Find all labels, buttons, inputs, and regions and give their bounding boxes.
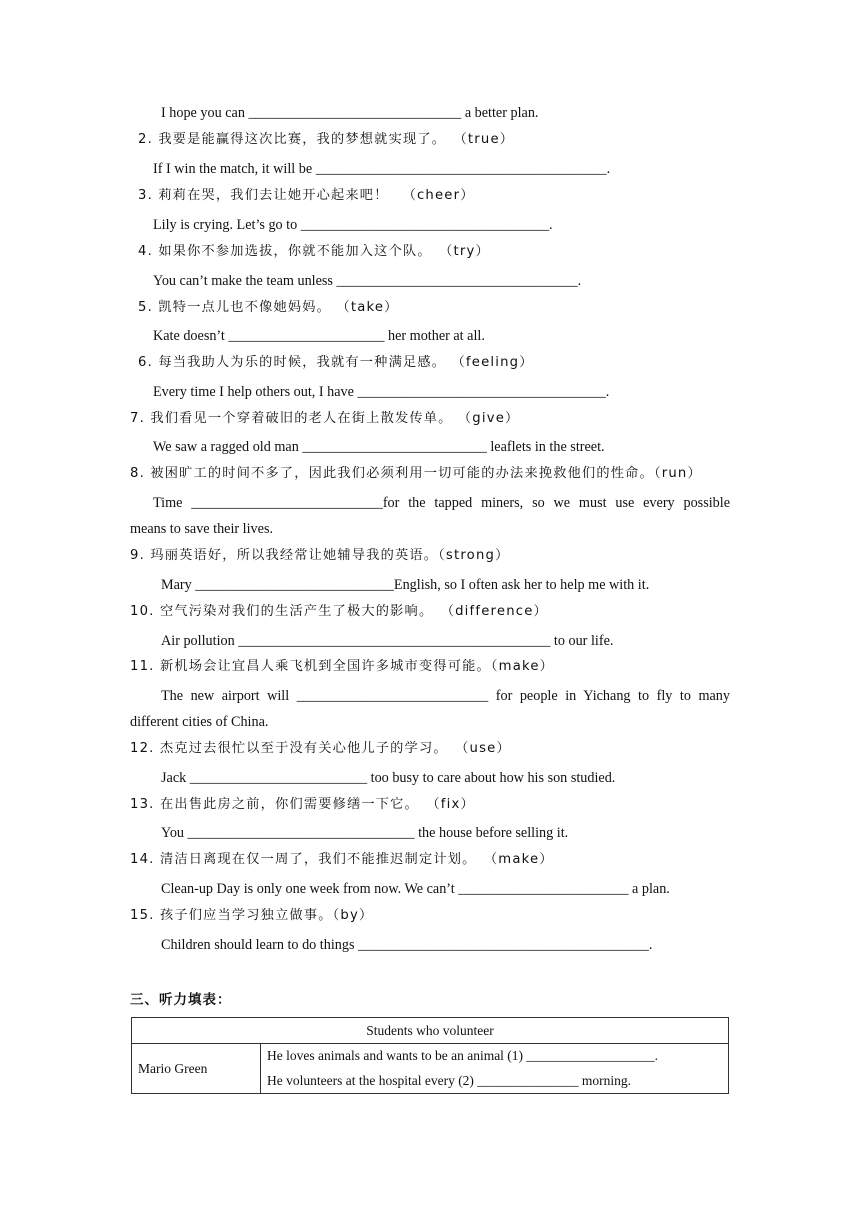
item-3-english: Lily is crying. Let’s go to ___________________________________. xyxy=(153,217,553,233)
item-15-hint: （by） xyxy=(332,908,374,923)
description-line-2: He volunteers at the hospital every (2) _______________ morning. xyxy=(267,1072,632,1088)
item-4-chinese: 4. 如果你不参加选拔，你就不能加入这个队。 （try） xyxy=(138,244,490,259)
item-5-hint: （take） xyxy=(343,300,399,315)
table-header: Students who volunteer xyxy=(132,1018,729,1044)
table-row xyxy=(132,1044,729,1094)
item-15-chinese: 15. 孩子们应当学习独立做事。（by） xyxy=(130,908,374,923)
item-7-english: We saw a ragged old man __________________________ leaflets in the street. xyxy=(153,439,605,455)
item-11-english-continued: different cities of China. xyxy=(130,714,269,730)
description-line-1: He loves animals and wants to be an animal (1) ___________________. xyxy=(267,1048,659,1063)
item-5-english: Kate doesn’t ______________________ her mother at all. xyxy=(153,328,485,344)
student-description-cell xyxy=(261,1044,729,1094)
item-3-hint: （cheer） xyxy=(402,188,475,203)
item-7-hint: （give） xyxy=(464,411,520,426)
item-6-english: Every time I help others out, I have ___________________________________. xyxy=(153,384,610,400)
item-3-chinese: 3. 莉莉在哭，我们去让她开心起来吧！ （cheer） xyxy=(138,188,475,203)
section-3-title: 三、听力填表： xyxy=(130,992,232,1008)
item-14-english: Clean-up Day is only one week from now. We can’t ________________________ a plan. xyxy=(161,881,670,897)
item-14-hint: （make） xyxy=(490,852,554,867)
listening-table xyxy=(131,1017,729,1094)
item-11-chinese: 11. 新机场会让宜昌人乘飞机到全国许多城市变得可能。（make） xyxy=(130,659,555,674)
student-name-cell: Mario Green xyxy=(132,1044,261,1094)
item-10-chinese: 10. 空气污染对我们的生活产生了极大的影响。 （difference） xyxy=(130,604,548,619)
item-6-hint: （feeling） xyxy=(458,355,534,370)
item-4-hint: （try） xyxy=(445,244,490,259)
item-2-chinese: 2. 我要是能赢得这次比赛，我的梦想就实现了。 （true） xyxy=(138,132,515,147)
item-10-english: Air pollution ____________________________________________ to our life. xyxy=(161,633,614,649)
item-5-chinese: 5. 凯特一点儿也不像她妈妈。 （take） xyxy=(138,300,399,315)
item-12-hint: （use） xyxy=(461,741,511,756)
item-8-english: Time ___________________________for the tapped miners, so we must use every possible xyxy=(153,495,730,511)
item-13-hint: （fix） xyxy=(432,797,475,812)
item-2-english: If I win the match, it will be _________________________________________. xyxy=(153,161,611,177)
item-8-english-continued: means to save their lives. xyxy=(130,521,274,537)
item-10-hint: （difference） xyxy=(447,604,548,619)
item-12-english: Jack _________________________ too busy to care about how his son studied. xyxy=(161,770,616,786)
item-9-chinese: 9. 玛丽英语好，所以我经常让她辅导我的英语。（strong） xyxy=(130,548,510,563)
item-15-english: Children should learn to do things _________________________________________. xyxy=(161,937,653,953)
item-8-hint: （run） xyxy=(653,466,702,481)
item-11-hint: （make） xyxy=(490,659,555,674)
item-12-chinese: 12. 杰克过去很忙以至于没有关心他儿子的学习。 （use） xyxy=(130,741,511,756)
item-2-hint: （true） xyxy=(460,132,515,147)
item-4-english: You can’t make the team unless __________________________________. xyxy=(153,273,582,289)
item-14-chinese: 14. 清洁日离现在仅一周了，我们不能推迟制定计划。 （make） xyxy=(130,852,554,867)
item-13-english: You ________________________________ the house before selling it. xyxy=(161,825,569,841)
item-13-chinese: 13. 在出售此房之前，你们需要修缮一下它。 （fix） xyxy=(130,797,475,812)
item-9-hint: （strong） xyxy=(438,548,510,563)
item-8-chinese: 8. 被困旷工的时间不多了，因此我们必须利用一切可能的办法来挽救他们的性命。（run） xyxy=(130,466,702,481)
item-9-english: Mary ____________________________English, so I often ask her to help me with it. xyxy=(161,577,650,593)
item-6-chinese: 6. 每当我助人为乐的时候，我就有一种满足感。 （feeling） xyxy=(138,355,534,370)
item-11-english: The new airport will ___________________________ for people in Yichang to fly to many xyxy=(161,688,730,704)
item-7-chinese: 7. 我们看见一个穿着破旧的老人在街上散发传单。 （give） xyxy=(130,411,520,426)
item-1-english: I hope you can ______________________________ a better plan. xyxy=(161,105,539,121)
